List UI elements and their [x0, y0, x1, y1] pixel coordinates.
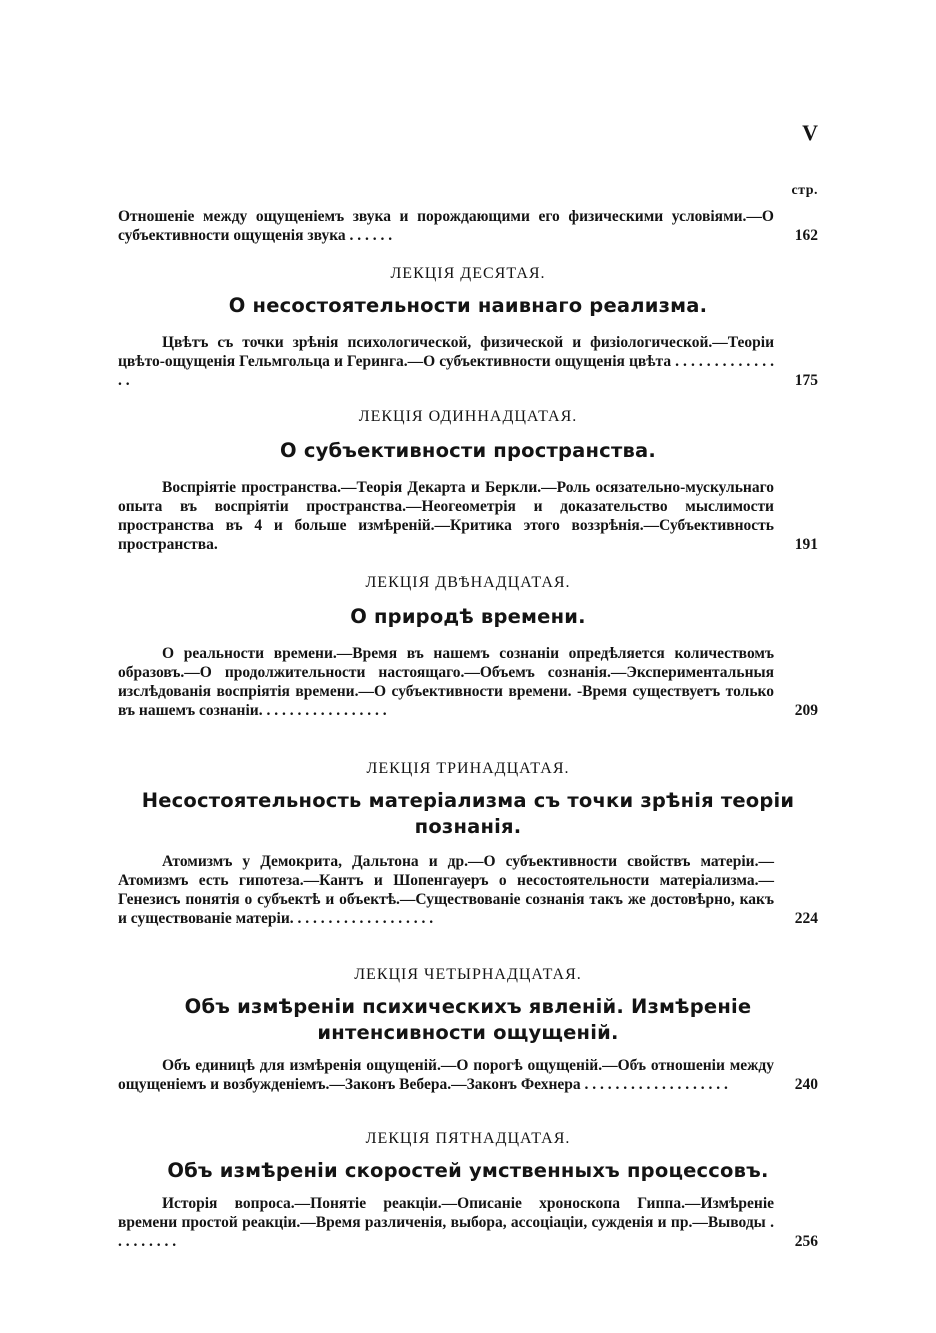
lecture-title: О субъективности пространства.: [280, 439, 656, 462]
lecture-13: [118, 760, 818, 928]
intro-page: 162: [794, 227, 818, 244]
lecture-10: [118, 265, 818, 390]
lecture-12: [118, 574, 818, 720]
lecture-label: ЛЕКЦІЯ ДВѢНАДЦАТАЯ.: [365, 574, 571, 591]
lecture-description: [118, 1194, 818, 1251]
intro-text: Отношеніе между ощущеніемъ звука и порождающими его физическими условіями.—О субъективности ощущенія звука . . . . . .: [118, 208, 774, 244]
lecture-text: О реальности времени.—Время въ нашемъ сознаніи опредѣляется количествомъ образовъ.—О продолжительности настоящаго.—Объемъ сознанія.—Экспериментальныя изслѣдованія воспріятія времени.—О субъективности времени. -Время существуетъ только въ нашемъ сознаніи. . . . . . . . . . . . . . . . .: [118, 645, 774, 719]
lecture-description: [118, 852, 818, 928]
intro-description: [118, 207, 818, 245]
lecture-title: О несостоятельности наивнаго реализма.: [228, 294, 708, 317]
lecture-text: Атомизмъ у Демокрита, Дальтона и др.—О субъективности свойствъ матеріи.—Атомизмъ есть гипотеза.—Кантъ и Шопенгауеръ о несостоятельности матеріализма.—Генезисъ понятія о субъектѣ и объектѣ.—Существованіе сознанія такъ же достовѣрно, какъ и существованіе матеріи. . . . . . . . . . . . . . . . . . .: [118, 853, 774, 927]
lecture-label: ЛЕКЦІЯ ДЕСЯТАЯ.: [390, 265, 546, 282]
lecture-text: Цвѣтъ съ точки зрѣнія психологической, физической и физіологической.—Теоріи цвѣто-ощущенія Гельмгольца и Геринга.—О субъективности ощущенія цвѣта . . . . . . . . . . . . . . .: [118, 334, 774, 389]
lecture-description: [118, 644, 818, 720]
lecture-text: Объ единицѣ для измѣренія ощущеній.—О порогѣ ощущеній.—Объ отношеніи между ощущеніемъ и возбужденіемъ.—Законъ Вебера.—Законъ Фехнера . . . . . . . . . . . . . . . . . . .: [118, 1057, 774, 1093]
page-number: V: [802, 120, 818, 145]
lecture-page: 240: [794, 1076, 818, 1093]
lecture-label: ЛЕКЦІЯ ПЯТНАДЦАТАЯ.: [365, 1130, 571, 1147]
lecture-title: Несостоятельность матеріализма съ точки зрѣнія теоріи познанія.: [141, 789, 795, 838]
lecture-label: ЛЕКЦІЯ ЧЕТЫРНАДЦАТАЯ.: [354, 966, 582, 983]
intro-entry: [118, 207, 818, 245]
lecture-description: [118, 478, 818, 554]
lecture-11: [118, 408, 818, 554]
lecture-15: [118, 1130, 818, 1251]
lecture-text: Исторія вопроса.—Понятіе реакціи.—Описаніе хроноскопа Гиппа.—Измѣреніе времени простой реакціи.—Время различенія, выбора, ассоціаціи, сужденія и пр.—Выводы . . . . . . . . .: [118, 1195, 774, 1250]
lecture-page: 256: [794, 1233, 818, 1250]
lecture-page: 175: [794, 372, 818, 389]
lecture-label: ЛЕКЦІЯ ОДИННАДЦАТАЯ.: [358, 408, 578, 425]
lecture-page: 191: [794, 536, 818, 553]
page-column-label: стр.: [791, 183, 818, 198]
lecture-14: [118, 966, 818, 1094]
lecture-title: Объ измѣреніи психическихъ явленій. Измѣреніе интенсивности ощущеній.: [184, 995, 752, 1044]
lecture-text: Воспріятіе пространства.—Теорія Декарта и Беркли.—Роль осязательно-мускульнаго опыта въ воспріятіи пространства.—Неогеометрія и доказательство мыслимости пространства въ 4 и больше измѣреній.—Критика этого воззрѣнія.—Субъективность пространства.: [118, 479, 774, 553]
lecture-title: Объ измѣреніи скоростей умственныхъ процессовъ.: [167, 1159, 769, 1182]
lecture-description: [118, 1056, 818, 1094]
lecture-description: [118, 333, 818, 390]
lecture-page: 209: [794, 702, 818, 719]
lecture-title: О природѣ времени.: [350, 605, 586, 628]
lecture-page: 224: [794, 910, 818, 927]
lecture-label: ЛЕКЦІЯ ТРИНАДЦАТАЯ.: [366, 760, 570, 777]
